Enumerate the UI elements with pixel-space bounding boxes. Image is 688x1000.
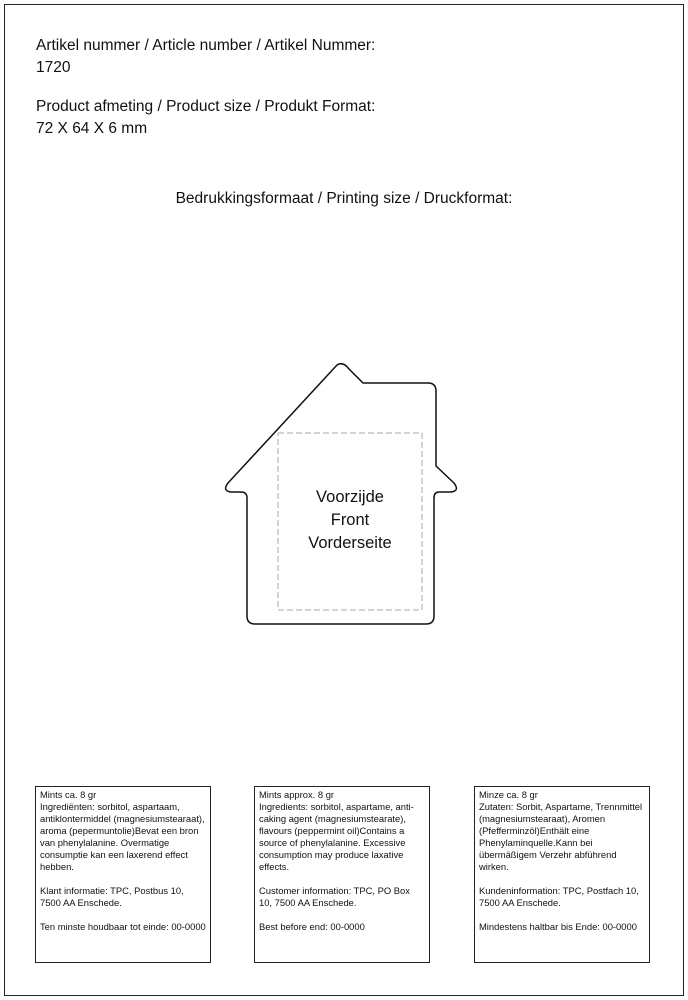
product-size-value: 72 X 64 X 6 mm: [36, 120, 148, 137]
front-label: [278, 486, 422, 555]
product-size-label: Product afmeting / Product size / Produkt Format:: [36, 98, 376, 115]
article-number-label: Artikel nummer / Article number / Artikel Nummer:: [36, 37, 376, 54]
label-ingredients: Zutaten: Sorbit, Aspartame, Trennmittel (magnesiumstearaat), Aromen (Pfefferminzöl)Enthält eine Phenylaminquelle.Kann bei übermäßigem Verzehr abführend wirken.: [479, 801, 643, 872]
front-label-de: Vorderseite: [308, 534, 392, 552]
label-dutch: [35, 786, 211, 963]
label-customer-info: Customer information: TPC, PO Box 10, 7500 AA Enschede.: [259, 885, 410, 908]
label-title: Mints ca. 8 gr: [40, 789, 97, 800]
printing-size-title: Bedrukkingsformaat / Printing size / Druckformat:: [175, 190, 513, 207]
label-title: Minze ca. 8 gr: [479, 789, 538, 800]
label-customer-info: Klant informatie: TPC, Postbus 10, 7500 AA Enschede.: [40, 885, 184, 908]
front-label-en: Front: [330, 511, 370, 529]
label-best-before: Mindestens haltbar bis Ende: 00-0000: [479, 921, 637, 932]
label-english: [254, 786, 430, 963]
label-customer-info: Kundeninformation: TPC, Postfach 10, 7500 AA Enschede.: [479, 885, 639, 908]
label-ingredients: Ingrediënten: sorbitol, aspartaam, antiklontermiddel (magnesiumstearaat), aroma (pepermuntolie)Bevat een bron van phenylalanine. Overmatige consumptie kan een laxerend effect hebben.: [40, 801, 205, 872]
label-best-before: Ten minste houdbaar tot einde: 00-0000: [40, 921, 206, 932]
article-number-value: 1720: [36, 59, 71, 76]
label-ingredients: Ingredients: sorbitol, aspartame, anti-caking agent (magnesiumstearate), flavours (peppermint oil)Contains a source of phenylalanine. Excessive consumption may produce laxative effects.: [259, 801, 414, 872]
front-label-nl: Voorzijde: [316, 488, 384, 506]
label-german: [474, 786, 650, 963]
label-title: Mints approx. 8 gr: [259, 789, 335, 800]
label-best-before: Best before end: 00-0000: [259, 921, 365, 932]
